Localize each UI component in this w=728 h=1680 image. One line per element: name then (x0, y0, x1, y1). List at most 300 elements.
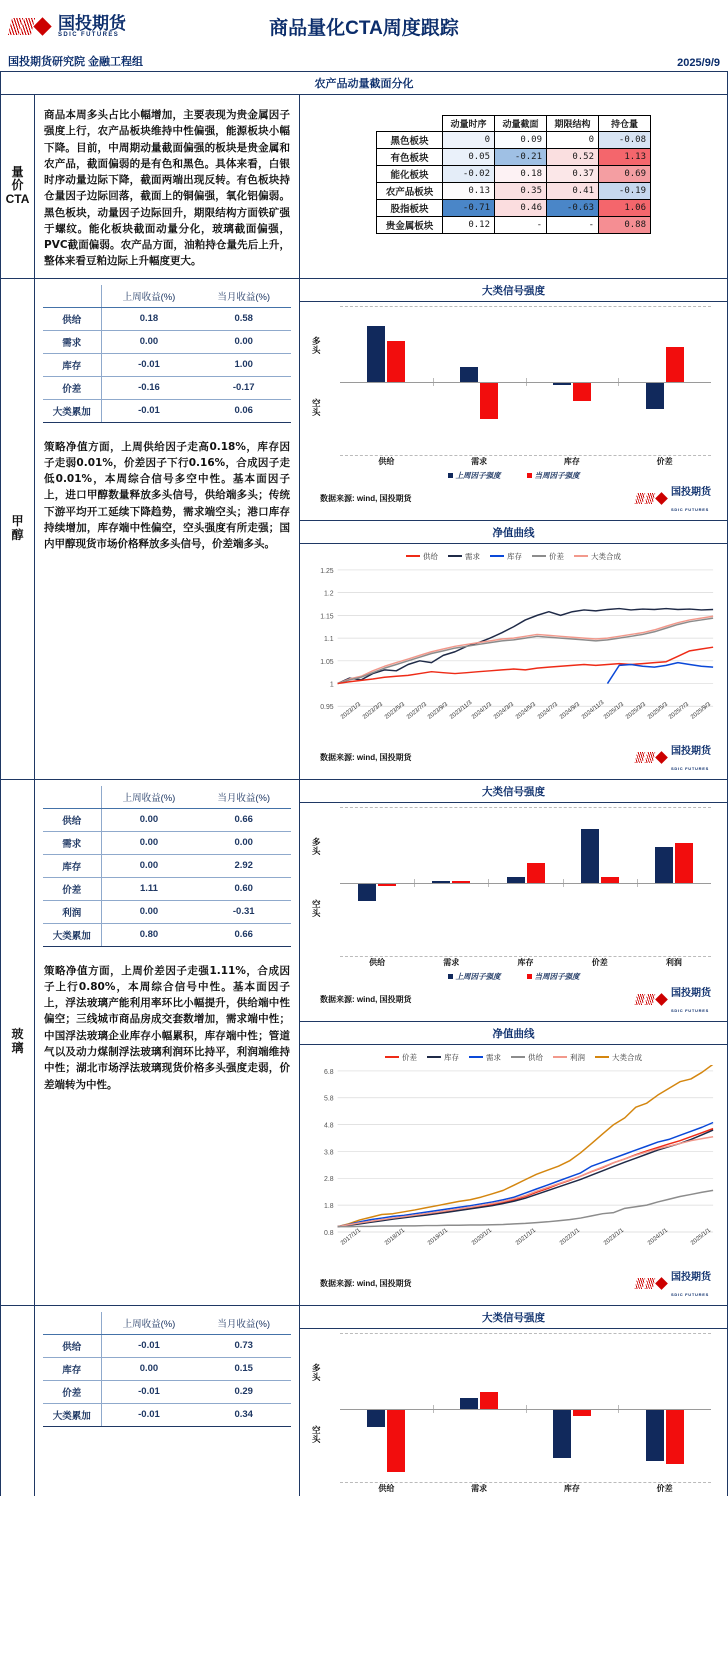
legend-line (574, 555, 588, 557)
returns-last-week: 0.00 (101, 330, 196, 353)
methanol-commentary-text: 策略净值方面，上周供给因子走高0.18%，库存因子走弱0.01%，价差因子下行0.16%，合成因子走低0.01%，本周综合信号多空中性。基本面因子上，进口甲醇数量释放多头信号，供给端多头；传统下游平均开工延续下降趋势，需求端空头；港口库存持续增加，库存端中性偏空，空头强度有所走强；国内甲醇现货市场价格释放多头信号，价差端多头。 (44, 440, 290, 551)
legend-item (448, 971, 501, 982)
legend-item (490, 551, 522, 562)
table-row (43, 353, 291, 376)
returns-row-label: 供给 (43, 307, 101, 330)
legend-line (448, 555, 462, 557)
legend-item (574, 551, 621, 562)
returns-row-label: 价差 (43, 1380, 101, 1403)
table-row (43, 330, 291, 353)
legend-item (427, 1052, 459, 1063)
svg-text:1.25: 1.25 (320, 567, 334, 575)
bar-category-label: 库存 (517, 957, 534, 967)
bar-axis-long-label: 多 头 (312, 1362, 321, 1382)
bar (646, 1409, 664, 1461)
row-label-line-1: 甲 (11, 513, 24, 528)
legend-item (532, 551, 564, 562)
x-tick-label: 2018/1/1 (383, 1227, 406, 1247)
returns-this-month: 0.66 (196, 923, 291, 946)
returns-this-month: 0.73 (196, 1334, 291, 1357)
svg-text:1.2: 1.2 (324, 590, 334, 598)
legend-item (527, 971, 580, 982)
returns-last-week: 0.00 (101, 854, 196, 877)
returns-last-week: 0.00 (101, 831, 196, 854)
returns-row-label: 供给 (43, 1334, 101, 1357)
bar-axis-long-label: 多 头 (312, 836, 321, 856)
table-row (43, 1380, 291, 1403)
bar-category-label: 需求 (443, 957, 460, 967)
legend-item (385, 1052, 417, 1063)
table-row (43, 877, 291, 900)
watermark-cn: 国投期货 (671, 745, 711, 757)
x-tick-label: 2024/1/3 (471, 701, 494, 721)
line-chart-svg (306, 1065, 721, 1238)
legend-line (490, 555, 504, 557)
returns-body (43, 808, 291, 946)
heatmap-cell: -0.71 (443, 200, 495, 217)
legend-item (527, 470, 580, 481)
bar-axis-short-label: 空 头 (312, 1424, 321, 1444)
x-tick-label: 2023/3/3 (361, 701, 384, 721)
heatmap-col-3: 期限结构 (547, 116, 599, 132)
x-tick-label: 2023/1/3 (339, 701, 362, 721)
bottom-left-cell (35, 1306, 300, 1496)
x-tick-label: 2023/5/3 (383, 701, 406, 721)
bottom-returns-table (43, 1312, 291, 1427)
heatmap-cell: 0.46 (495, 200, 547, 217)
line-chart-svg (306, 564, 721, 712)
heatmap-cell: 0.88 (599, 217, 651, 234)
legend-label: 库存 (507, 551, 522, 561)
legend-item (511, 1052, 543, 1063)
row-label-line-2: 璃 (11, 1041, 24, 1056)
heatmap-row (377, 217, 651, 234)
svg-text:1.15: 1.15 (320, 612, 334, 620)
bar (666, 1409, 684, 1465)
bar-category-label: 库存 (563, 1483, 580, 1493)
returns-this-month: 2.92 (196, 854, 291, 877)
methanol-bar-legend (306, 470, 721, 481)
heatmap-cell: 0 (547, 132, 599, 149)
returns-this-month: 0.34 (196, 1403, 291, 1426)
heatmap-row-label: 贵金属板块 (377, 217, 443, 234)
bottom-bar-chart-title: 大类信号强度 (300, 1306, 727, 1329)
svg-text:1.05: 1.05 (320, 658, 334, 666)
bar-axis-short-label: 空 头 (312, 397, 321, 417)
table-row (43, 1403, 291, 1426)
cta-commentary-cell (35, 95, 300, 278)
watermark-en: SDIC FUTURES (671, 506, 709, 512)
x-tick-label: 2025/1/3 (602, 701, 625, 721)
returns-row-label: 供给 (43, 808, 101, 831)
bar-group (618, 1334, 711, 1482)
svg-text:1.8: 1.8 (324, 1202, 334, 1210)
returns-header-row (43, 786, 291, 809)
returns-this-month: 0.60 (196, 877, 291, 900)
returns-last-week: 0.00 (101, 808, 196, 831)
returns-row-label: 需求 (43, 330, 101, 353)
returns-row-label: 库存 (43, 1357, 101, 1380)
bar-group (637, 808, 711, 956)
heatmap-cell: 0.12 (443, 217, 495, 234)
glass-commentary-text: 策略净值方面，上周价差因子走强1.11%，合成因子上行0.80%，本周综合信号中性。基本面因子上，浮法玻璃产能利用率环比小幅提升，供给端中性偏空；三线城市商品房成交套数增加，需求端中性；中国浮法玻璃企业库存小幅累积，库存端中性；管道气以及动力煤制浮法玻璃利润环比持平，利润端维持中性；湖北市场浮法玻璃现货价格多头强度走弱，价差端转为中性。 (44, 964, 290, 1091)
returns-col-1: 上周收益(%) (101, 786, 196, 809)
returns-last-week: -0.01 (101, 1403, 196, 1426)
returns-col-2: 当月收益(%) (196, 1312, 291, 1335)
table-row (43, 854, 291, 877)
glass-line-chart-title: 净值曲线 (300, 1021, 727, 1045)
x-tick-label: 2024/5/3 (515, 701, 538, 721)
returns-row-label: 大类累加 (43, 399, 101, 422)
row-label-line-2: 价 (11, 178, 24, 193)
bar (553, 1409, 571, 1459)
bar (675, 843, 693, 883)
returns-col-0 (43, 1312, 101, 1335)
bar-group (340, 1334, 433, 1482)
returns-last-week: 0.00 (101, 900, 196, 923)
heatmap-cell: 0.13 (443, 183, 495, 200)
heatmap-cell: 0 (443, 132, 495, 149)
returns-this-month: 1.00 (196, 353, 291, 376)
row-label-line-3: CTA (5, 192, 30, 207)
glass-bar-chart (300, 803, 727, 1021)
bar-category-label: 供给 (378, 456, 395, 466)
legend-label: 上周因子强度 (455, 470, 501, 480)
bottom-bar-chart (300, 1329, 727, 1496)
heatmap-col-2: 动量截面 (495, 116, 547, 132)
bar-group (618, 307, 711, 455)
legend-label: 供给 (528, 1052, 543, 1062)
x-tick-label: 2024/1/1 (646, 1227, 669, 1247)
bar-group (526, 1334, 619, 1482)
table-row (43, 831, 291, 854)
x-tick-label: 2021/1/1 (515, 1227, 538, 1247)
methanol-line-chart-title: 净值曲线 (300, 520, 727, 544)
glass-bar-source-row (306, 982, 721, 1019)
glass-left-cell (35, 780, 300, 1305)
legend-label: 库存 (444, 1052, 459, 1062)
heatmap-row (377, 166, 651, 183)
bar-category-labels (340, 1483, 711, 1494)
methanol-left-cell (35, 279, 300, 779)
bar-group (433, 1334, 526, 1482)
legend-item (469, 1052, 501, 1063)
legend-label: 需求 (486, 1052, 501, 1062)
x-tick-label: 2017/1/1 (339, 1227, 362, 1247)
row-label-cta (1, 95, 35, 278)
returns-row-label: 库存 (43, 854, 101, 877)
glass-line-legend (306, 1049, 721, 1065)
x-tick-label: 2019/1/1 (427, 1227, 450, 1247)
row-label-line-1: 玻 (11, 1027, 24, 1042)
legend-label: 利润 (570, 1052, 585, 1062)
svg-text:1.1: 1.1 (324, 635, 334, 643)
returns-last-week: -0.01 (101, 1380, 196, 1403)
heatmap-row (377, 149, 651, 166)
x-tick-label: 2025/3/3 (624, 701, 647, 721)
legend-line (427, 1056, 441, 1058)
legend-swatch (448, 974, 453, 979)
heatmap-row (377, 200, 651, 217)
bottom-charts-cell (300, 1306, 727, 1496)
methanol-line-chart (300, 544, 727, 779)
report-date: 2025/9/9 (677, 57, 720, 69)
returns-last-week: 0.18 (101, 307, 196, 330)
returns-row-label: 价差 (43, 376, 101, 399)
legend-line (406, 555, 420, 557)
heatmap-cell: - (495, 217, 547, 234)
glass-line-chart (300, 1045, 727, 1305)
heatmap-row (377, 132, 651, 149)
returns-last-week: -0.01 (101, 399, 196, 422)
source-label: 数据来源: wind, 国投期货 (320, 753, 412, 763)
logo-mark-icon (10, 18, 49, 35)
heatmap-cell: 0.35 (495, 183, 547, 200)
table-row (43, 307, 291, 330)
bar-plot-area (340, 1333, 711, 1483)
returns-this-month: -0.31 (196, 900, 291, 923)
heatmap-col-1: 动量时序 (443, 116, 495, 132)
glass-x-axis-labels (336, 1227, 717, 1266)
row-label-line-1: 量 (11, 164, 24, 179)
svg-text:5.8: 5.8 (324, 1095, 334, 1103)
returns-col-1: 上周收益(%) (101, 285, 196, 308)
legend-line (385, 1056, 399, 1058)
returns-row-label: 需求 (43, 831, 101, 854)
heatmap-row-label: 黑色板块 (377, 132, 443, 149)
returns-last-week: -0.01 (101, 353, 196, 376)
bar-category-label: 利润 (665, 957, 682, 967)
legend-label: 上周因子强度 (455, 971, 501, 981)
x-tick-label: 2023/11/3 (449, 699, 474, 721)
cta-commentary-text: 商品本周多头占比小幅增加，主要表现为贵金属因子强度上行，农产品板块维持中性偏强，能源板块小幅下降。目前，中周期动量截面偏强的板块是贵金属和农产品，截面偏弱的是有色和黑色。具体来看，白银时序动量边际下降，截面两端出现反转。有色板块持仓量因子边际回落，截面上的铜偏强，氧化铝偏弱。黑色板块，动量因子边际回升，期限结构方面铁矿强于螺纹。能化板块截面动量分化，玻璃截面偏强，PVC截面偏弱。农产品方面，油粕持仓量先后上升，整体来看豆粕边际上升幅度更大。 (44, 109, 290, 268)
watermark-logo-icon (636, 1268, 711, 1300)
bar-group (340, 307, 433, 455)
methanol-line-legend (306, 548, 721, 564)
returns-this-month: 0.66 (196, 808, 291, 831)
x-tick-label: 2023/7/3 (405, 701, 428, 721)
heatmap-row-label: 有色板块 (377, 149, 443, 166)
bar (646, 382, 664, 409)
heatmap-row-label: 能化板块 (377, 166, 443, 183)
svg-text:0.95: 0.95 (320, 703, 334, 711)
bar-category-label: 需求 (471, 1483, 488, 1493)
watermark-logo-icon (636, 483, 711, 515)
bar-axis-long-label: 多 头 (312, 335, 321, 355)
returns-row-label: 利润 (43, 900, 101, 923)
returns-this-month: 0.00 (196, 330, 291, 353)
page-header (0, 0, 728, 52)
heatmap-cell: 0.18 (495, 166, 547, 183)
legend-line (532, 555, 546, 557)
svg-text:0.8: 0.8 (324, 1229, 334, 1237)
bar-category-labels (340, 957, 711, 968)
returns-body (43, 307, 291, 422)
svg-text:4.8: 4.8 (324, 1122, 334, 1130)
methanol-returns-table (43, 285, 291, 423)
svg-text:2.8: 2.8 (324, 1175, 334, 1183)
bar-category-label: 供给 (378, 1483, 395, 1493)
table-row (43, 399, 291, 422)
bar-category-labels (340, 456, 711, 467)
bar-category-label: 库存 (563, 456, 580, 466)
bar (480, 1392, 498, 1408)
returns-last-week: -0.16 (101, 376, 196, 399)
row-bottom (0, 1306, 728, 1496)
watermark-cn: 国投期货 (671, 486, 711, 498)
returns-col-0 (43, 285, 101, 308)
heatmap-row (377, 183, 651, 200)
legend-label: 需求 (465, 551, 480, 561)
legend-item (448, 470, 501, 481)
svg-text:3.8: 3.8 (324, 1149, 334, 1157)
bar-category-label: 价差 (656, 1483, 673, 1493)
x-tick-label: 2023/1/1 (602, 1227, 625, 1247)
legend-line (553, 1056, 567, 1058)
legend-label: 价差 (402, 1052, 417, 1062)
row-methanol (0, 279, 728, 780)
heatmap-cell: -0.21 (495, 149, 547, 166)
legend-line (595, 1056, 609, 1058)
returns-this-month: 0.58 (196, 307, 291, 330)
heatmap-row-label: 农产品板块 (377, 183, 443, 200)
bar-group (414, 808, 488, 956)
heatmap-cell: -0.19 (599, 183, 651, 200)
watermark-cn: 国投期货 (671, 987, 711, 999)
heatmap-cell: 1.06 (599, 200, 651, 217)
row-label-glass (1, 780, 35, 1305)
glass-bar-chart-title: 大类信号强度 (300, 780, 727, 803)
returns-last-week: 0.00 (101, 1357, 196, 1380)
row-label-bottom (1, 1306, 35, 1496)
bar (655, 847, 673, 883)
methanol-bar-chart (300, 302, 727, 520)
table-row (43, 923, 291, 946)
bar (460, 1398, 478, 1409)
heatmap-body (377, 132, 651, 234)
methanol-bar-source-row (306, 481, 721, 518)
heatmap-cell: -0.02 (443, 166, 495, 183)
research-org-label: 国投期货研究院 金融工程组 (8, 56, 144, 68)
heatmap-cell: 0.69 (599, 166, 651, 183)
returns-col-2: 当月收益(%) (196, 285, 291, 308)
cta-heatmap-cell (300, 95, 727, 278)
heatmap-col-4: 持仓量 (599, 116, 651, 132)
x-tick-label: 2025/9/3 (690, 701, 713, 721)
bar-group (433, 307, 526, 455)
bar-group (488, 808, 562, 956)
returns-row-label: 大类累加 (43, 1403, 101, 1426)
svg-text:1: 1 (329, 681, 334, 689)
row-cta (0, 95, 728, 279)
bar-plot-area (340, 306, 711, 456)
returns-col-2: 当月收益(%) (196, 786, 291, 809)
bar (573, 382, 591, 402)
heatmap-cell: -0.08 (599, 132, 651, 149)
watermark-en: SDIC FUTURES (671, 1291, 709, 1297)
x-tick-label: 2020/1/1 (471, 1227, 494, 1247)
legend-item (406, 551, 438, 562)
legend-item (595, 1052, 642, 1063)
bar (581, 829, 599, 883)
returns-last-week: -0.01 (101, 1334, 196, 1357)
legend-label: 供给 (423, 551, 438, 561)
bar (387, 1409, 405, 1472)
bar-category-label: 供给 (369, 957, 386, 967)
methanol-line-source-row (306, 740, 721, 777)
glass-bar-legend (306, 971, 721, 982)
heatmap-cell: 1.13 (599, 149, 651, 166)
x-tick-label: 2024/7/3 (536, 701, 560, 721)
returns-header-row (43, 1312, 291, 1335)
returns-this-month: 0.15 (196, 1357, 291, 1380)
source-label: 数据来源: wind, 国投期货 (320, 1279, 412, 1289)
glass-returns-table (43, 786, 291, 947)
heatmap-cell: 0.41 (547, 183, 599, 200)
legend-line (469, 1056, 483, 1058)
legend-label: 价差 (549, 551, 564, 561)
bar-axis-short-label: 空 头 (312, 898, 321, 918)
x-tick-label: 2024/11/3 (580, 699, 606, 721)
company-logo (10, 15, 190, 38)
glass-line-source-row (306, 1266, 721, 1303)
watermark-cn: 国投期货 (671, 1271, 711, 1283)
subheader (0, 52, 728, 72)
table-row (43, 1357, 291, 1380)
row-label-line-2: 醇 (11, 527, 24, 542)
legend-line (511, 1056, 525, 1058)
methanol-bar-chart-title: 大类信号强度 (300, 279, 727, 302)
legend-swatch (527, 473, 532, 478)
source-label: 数据来源: wind, 国投期货 (320, 995, 412, 1005)
legend-item (553, 1052, 585, 1063)
x-tick-label: 2025/5/3 (646, 701, 669, 721)
bar-group (340, 808, 414, 956)
glass-charts-cell (300, 780, 727, 1305)
watermark-logo-icon (636, 742, 711, 774)
bar-category-label: 需求 (471, 456, 488, 466)
returns-col-1: 上周收益(%) (101, 1312, 196, 1335)
x-tick-label: 2024/3/3 (493, 701, 516, 721)
svg-text:6.8: 6.8 (324, 1068, 334, 1076)
bar (460, 367, 478, 381)
legend-label: 大类合成 (612, 1052, 642, 1062)
returns-this-month: 0.06 (196, 399, 291, 422)
heatmap-cell: -0.63 (547, 200, 599, 217)
watermark-en: SDIC FUTURES (671, 1007, 709, 1013)
x-tick-label: 2024/9/3 (558, 701, 581, 721)
source-label: 数据来源: wind, 国投期货 (320, 494, 412, 504)
bar (666, 347, 684, 381)
x-tick-label: 2023/9/3 (427, 701, 450, 721)
logo-chinese-text: 国投期货 (58, 13, 126, 33)
returns-this-month: -0.17 (196, 376, 291, 399)
watermark-en: SDIC FUTURES (671, 765, 709, 771)
bar (367, 1409, 385, 1427)
legend-swatch (527, 974, 532, 979)
bar (358, 883, 376, 901)
bar (367, 326, 385, 382)
methanol-x-axis-labels (336, 699, 717, 740)
returns-header-row (43, 285, 291, 308)
legend-label: 大类合成 (591, 551, 621, 561)
returns-body (43, 1334, 291, 1426)
heatmap-header-row (377, 116, 651, 132)
heatmap-cell: 0.37 (547, 166, 599, 183)
methanol-charts-cell (300, 279, 727, 779)
x-tick-label: 2025/7/3 (668, 701, 691, 721)
bar (387, 341, 405, 382)
